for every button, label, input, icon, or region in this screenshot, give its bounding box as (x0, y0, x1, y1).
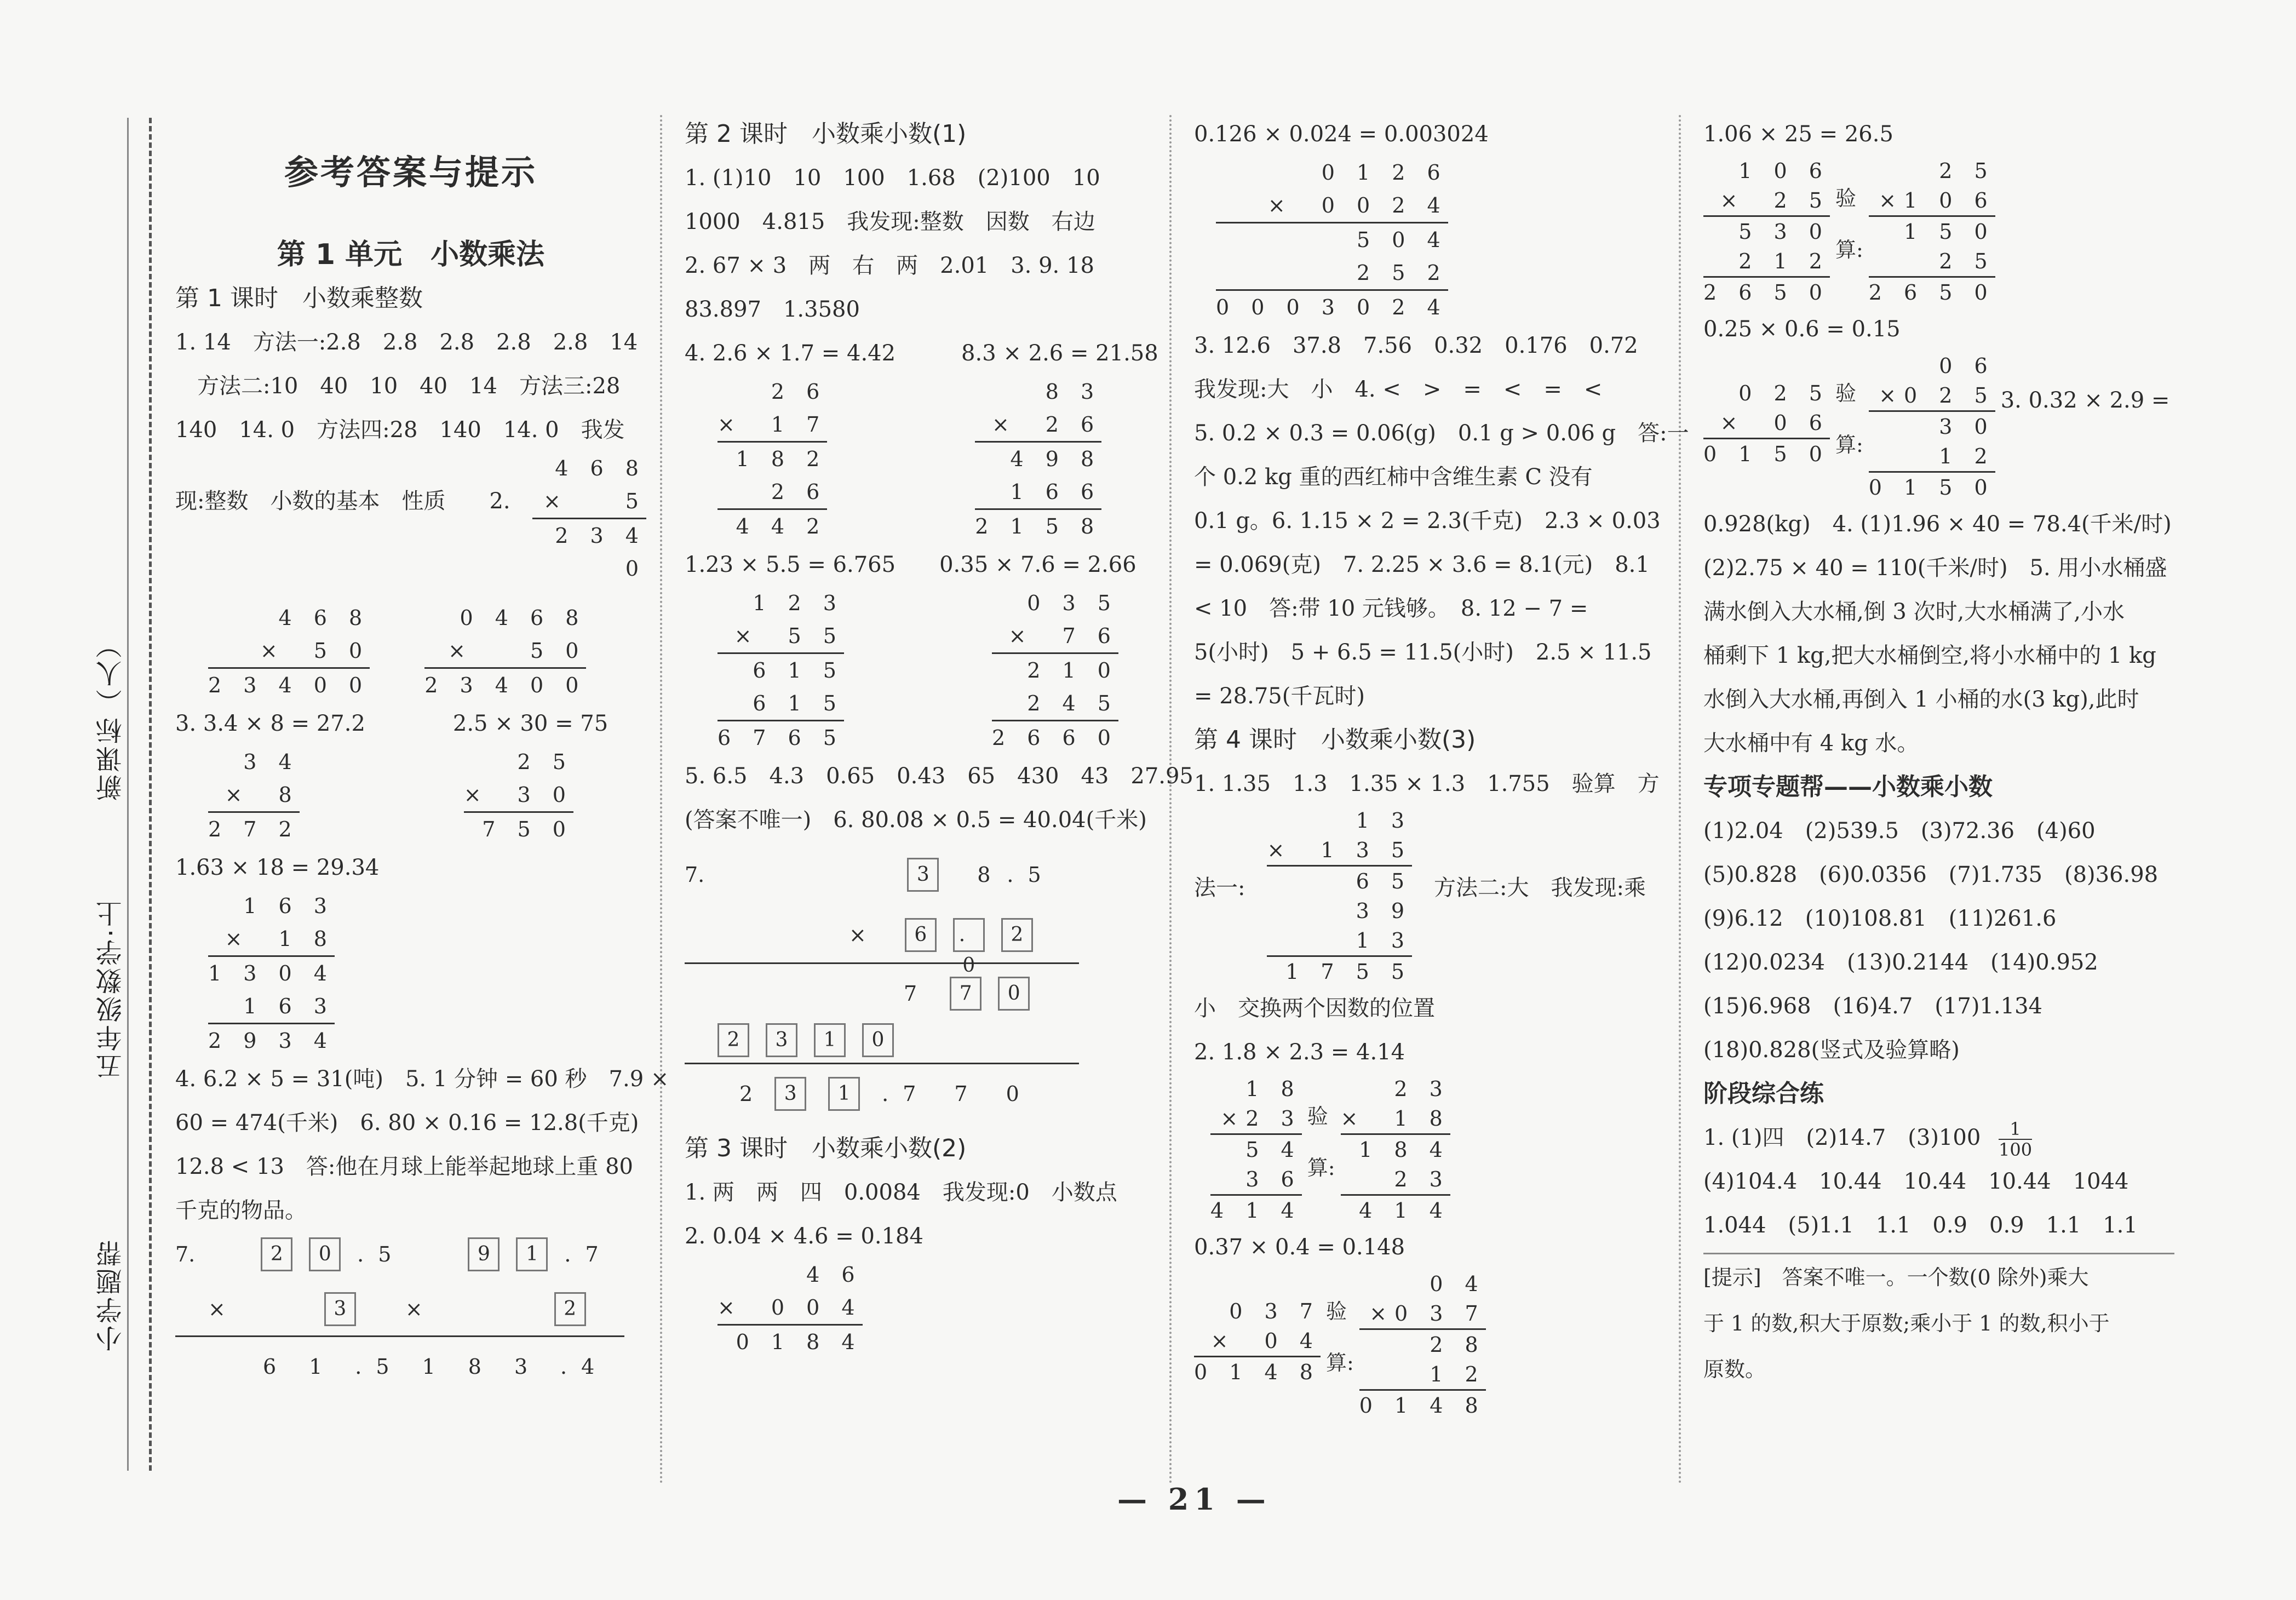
answer-line: 大水桶中有 4 kg 水。 (1703, 731, 1919, 756)
vertical-calc: 1 2 3 × 5 5 6 1 5 6 1 5 6 7 6 5 (718, 587, 844, 754)
lesson-title: 第 3 课时 小数乘小数(2) (685, 1134, 967, 1162)
vertical-calc: 0 2 5 × 0 6 0 1 5 0 (1703, 379, 1830, 469)
vertical-calc: 0 3 5 × 7 6 2 1 0 2 4 5 2 6 6 0 (992, 587, 1118, 754)
vertical-calc: 3 4 × 8 2 7 2 (208, 745, 300, 846)
verify-label: 验 算: (1835, 381, 1863, 457)
answer-line: 1. 两 两 四 0.0084 我发现:0 小数点 (685, 1180, 1117, 1205)
answer-line: 4. 2.6 × 1.7 = 4.42 8.3 × 2.6 = 21.58 (685, 341, 1158, 366)
answer-line: 0.126 × 0.024 = 0.003024 (1194, 122, 1489, 147)
column-2 (685, 112, 1193, 1358)
grade-label: 五年级数学·上 (96, 898, 127, 1080)
answer-line: 0.1 g。6. 1.15 × 2 = 2.3(千克) 2.3 × 0.03 (1194, 508, 1661, 534)
vertical-calc: 1 0 6 × 2 5 5 3 0 2 1 2 2 6 5 0 (1703, 156, 1830, 307)
answer-line: 方法二:大 我发现:乘 (1434, 875, 1646, 901)
digit-puzzle: 7 7 0 (685, 972, 1156, 1016)
answer-line: 1.63 × 18 = 29.34 (175, 855, 380, 880)
column-4 (1703, 112, 2174, 1392)
answer-line: 1. 14 方法一:2.8 2.8 2.8 2.8 2.8 14 (175, 330, 638, 355)
answer-line: 1. (1)10 10 100 1.68 (2)100 10 (685, 165, 1100, 191)
vertical-calc: 1 3 × 1 3 5 6 5 3 9 1 3 1 7 5 5 (1267, 806, 1412, 987)
unit-title: 第 1 单元 小数乘法 (277, 238, 545, 271)
answer-line: 2. 67 × 3 两 右 两 2.01 3. 9. 18 (685, 253, 1094, 278)
vertical-calc: 1 8 ×2 3 5 4 3 6 4 1 4 (1210, 1074, 1302, 1225)
answer-line: 0.928(kg) 4. (1)1.96 × 40 = 78.4(千米/时) (1703, 512, 2172, 537)
answer-line: 2. 1.8 × 2.3 = 4.14 (1194, 1040, 1405, 1065)
answer-line: 5. 6.5 4.3 0.65 0.43 65 430 43 27.95 (685, 764, 1193, 789)
answer-line: 千克的物品。 (175, 1198, 307, 1223)
answer-line: 2. 0.04 × 4.6 = 0.184 (685, 1224, 923, 1249)
answer-line: (9)6.12 (10)108.81 (11)261.6 (1703, 906, 2057, 931)
answer-line: 个 0.2 kg 重的西红柿中含维生素 C 没有 (1194, 464, 1593, 490)
vertical-calc: 0 4 6 8 × 5 0 2 3 4 0 0 (424, 601, 586, 702)
answer-line: 1. 1.35 1.3 1.35 × 1.3 1.755 验算 方 (1194, 771, 1660, 796)
lesson-title: 第 2 课时 小数乘小数(1) (685, 120, 967, 148)
vertical-calc: 4 6 8 × 5 2 3 4 0 (532, 452, 646, 585)
answer-line: 3. 0.32 × 2.9 = (2000, 388, 2170, 413)
answer-line: 5. 0.2 × 0.3 = 0.06(g) 0.1 g > 0.06 g 答:一 (1194, 421, 1689, 446)
digit-puzzle: × 6 ．0 2 (685, 913, 1079, 964)
answer-line: (2)2.75 × 40 = 110(千米/时) 5. 用小水桶盛 (1703, 555, 2167, 581)
series-name: 小学题帮 (96, 1238, 127, 1352)
verify-label: 验 算: (1307, 1104, 1335, 1180)
vertical-calc: 1 6 3 × 1 8 1 3 0 4 1 6 3 2 9 3 4 (208, 890, 335, 1057)
answer-line: 1000 4.815 我发现:整数 因数 右边 (685, 209, 1095, 234)
fraction: $\frac{1}{100}$ (1999, 1119, 2033, 1160)
section-title: 专项专题帮——小数乘小数 (1703, 773, 1993, 801)
section-title: 阶段综合练 (1703, 1080, 1824, 1108)
digit-puzzle: 2 3 1 ．7 7 0 (685, 1072, 1156, 1116)
column-3 (1194, 112, 1689, 1420)
vertical-calc: 0 3 7 × 0 4 0 1 4 8 (1194, 1297, 1321, 1387)
cut-line (149, 118, 152, 1471)
answer-line: 60 = 474(千米) 6. 80 × 0.16 = 12.8(千克) (175, 1110, 639, 1136)
answer-line: 5(小时) 5 + 6.5 = 11.5(小时) 2.5 × 11.5 (1194, 640, 1652, 665)
answer-line: 满水倒入大水桶,倒 3 次时,大水桶满了,小水 (1703, 599, 2125, 624)
vertical-calc: 4 6 8 × 5 0 2 3 4 0 0 (208, 601, 370, 702)
column-1 (175, 112, 669, 1389)
answer-line: (答案不唯一) 6. 80.08 × 0.5 = 40.04(千米) (685, 807, 1147, 833)
digit-puzzle: 6 1 ．5 1 8 3 ．4 (263, 1355, 595, 1379)
answer-line: 1.23 × 5.5 = 6.765 0.35 × 7.6 = 2.66 (685, 552, 1136, 577)
answer-line: 法一: (1194, 875, 1245, 901)
vertical-calc: 0 4 ×0 3 7 2 8 1 2 0 1 4 8 (1359, 1269, 1486, 1420)
answer-line: 1.06 × 25 = 26.5 (1703, 122, 1893, 147)
answer-line: 140 14. 0 方法四:28 140 14. 0 我发 (175, 417, 625, 443)
answer-line: 水倒入大水桶,再倒入 1 小桶的水(3 kg),此时 (1703, 687, 2139, 712)
answer-line: 3. 3.4 × 8 = 27.2 2.5 × 30 = 75 (175, 711, 609, 736)
digit-puzzle: × 3 × 2 (175, 1287, 624, 1337)
vertical-calc: 0 1 2 6 × 0 0 2 4 5 0 4 2 5 2 0 0 0 3 0 2 4 (1216, 156, 1448, 324)
answer-line: 方法二:10 40 10 40 14 方法三:28 (197, 374, 621, 399)
answer-line: (15)6.968 (16)4.7 (17)1.134 (1703, 994, 2042, 1019)
column-divider (1679, 115, 1681, 1484)
answer-line: 我发现:大 小 4. < > = < = < (1194, 377, 1603, 402)
lesson-title: 第 1 课时 小数乘整数 (175, 284, 423, 312)
page-number: — 21 — (1117, 1482, 1271, 1517)
answer-line: < 10 答:带 10 元钱够。 8. 12 − 7 = (1194, 596, 1588, 621)
answer-line: 4. 6.2 × 5 = 31(吨) 5. 1 分钟 = 60 秒 7.9 × (175, 1066, 669, 1092)
vertical-calc: 2 3 × 1 8 1 8 4 2 3 4 1 4 (1341, 1074, 1450, 1225)
answer-line: 0.25 × 0.6 = 0.15 (1703, 317, 1901, 342)
column-divider (660, 115, 662, 1484)
vertical-calc: 2 6 × 1 7 1 8 2 2 6 4 4 2 (718, 375, 827, 543)
verify-label: 验 算: (1835, 186, 1863, 262)
answer-line: (5)0.828 (6)0.0356 (7)1.735 (8)36.98 (1703, 862, 2159, 887)
vertical-calc: 4 6 × 0 0 4 0 1 8 4 (718, 1258, 863, 1358)
answer-line: 0.37 × 0.4 = 0.148 (1194, 1235, 1405, 1260)
answer-line: 12.8 < 13 答:他在月球上能举起地球上重 80 (175, 1154, 633, 1179)
answer-line: 83.897 1.3580 (685, 297, 860, 322)
main-title: 参考答案与提示 (284, 152, 537, 192)
answer-line: 3. 12.6 37.8 7.56 0.32 0.176 0.72 (1194, 333, 1638, 358)
edition-label: 新课标（人） (96, 630, 127, 801)
answer-line: 小 交换两个因数的位置 (1194, 996, 1435, 1021)
digit-puzzle: 7. 3 8 ．5 (685, 853, 1156, 897)
column-divider (1169, 115, 1172, 1484)
answer-line: = 28.75(千瓦时) (1194, 684, 1365, 709)
digit-puzzle: 7. 2 0 ．5 9 1 ．7 (175, 1232, 646, 1276)
answer-line: (1)2.04 (2)539.5 (3)72.36 (4)60 (1703, 818, 2096, 844)
vertical-calc: 2 5 × 3 0 7 5 0 (464, 745, 573, 846)
answer-line: = 0.069(克) 7. 2.25 × 3.6 = 8.1(元) 8.1 (1194, 552, 1650, 577)
vertical-calc: 8 3 × 2 6 4 9 8 1 6 6 2 1 5 8 (975, 375, 1101, 543)
vertical-calc: 0 6 ×0 2 5 3 0 1 2 0 1 5 0 (1869, 351, 1995, 502)
vertical-calc: 2 5 ×1 0 6 1 5 0 2 5 2 6 5 0 (1869, 156, 1995, 307)
answer-line: 1. (1)四 (2)14.7 (3)100 $\frac{1}{100}$ (1703, 1119, 2033, 1160)
answer-line: 现:整数 小数的基本 性质 2. (175, 489, 510, 514)
answer-line: (18)0.828(竖式及验算略) (1703, 1037, 1960, 1063)
answer-line: (4)104.4 10.44 10.44 10.44 1044 (1703, 1169, 2129, 1194)
hint-box: [提示] 答案不唯一。一个数(0 除外)乘大 于 1 的数,积大于原数;乘小于 1 的数,积小于 原数。 (1703, 1253, 2174, 1392)
verify-label: 验 算: (1325, 1299, 1354, 1375)
answer-line: 1.044 (5)1.1 1.1 0.9 0.9 1.1 1.1 (1703, 1213, 2138, 1238)
answer-line: 桶剩下 1 kg,把大水桶倒空,将小水桶中的 1 kg (1703, 643, 2156, 668)
answer-line: (12)0.0234 (13)0.2144 (14)0.952 (1703, 950, 2098, 975)
lesson-title: 第 4 课时 小数乘小数(3) (1194, 726, 1476, 754)
digit-puzzle: 2 3 1 0 (685, 1023, 1079, 1064)
